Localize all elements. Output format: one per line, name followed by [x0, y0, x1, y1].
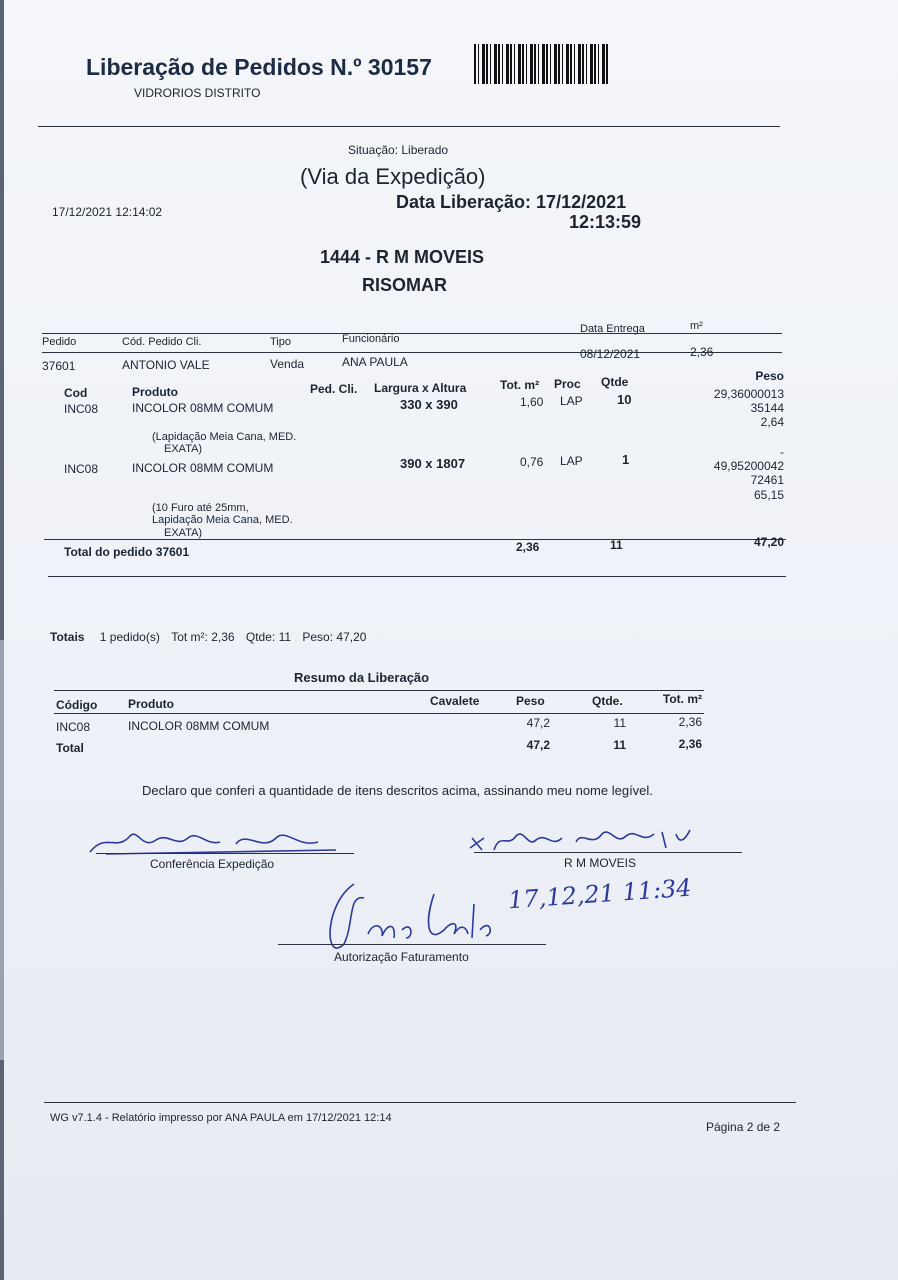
footer-page: Página 2 de 2: [706, 1120, 781, 1134]
data-liberacao-time: 12:13:59: [569, 212, 642, 232]
items-col-tot-m2: Tot. m²: [500, 378, 540, 392]
signature-line: [278, 944, 546, 945]
col-data-entrega: Data Entrega: [580, 323, 645, 335]
items-col-cod: Cod: [64, 386, 88, 400]
item-cod: INC08: [64, 462, 99, 476]
item-peso-3: 65,15: [753, 488, 784, 502]
data-liberacao: Data Liberação: 17/12/2021: [396, 192, 627, 212]
item-peso-3: 2,64: [760, 415, 784, 429]
totais-line: [50, 630, 366, 644]
divider: [54, 713, 704, 714]
item-note: Lapidação Meia Cana, MED.: [152, 514, 293, 526]
autorizacao-label: Autorização Faturamento: [334, 950, 469, 964]
items-col-peso: Peso: [755, 369, 784, 383]
col-funcionario: Funcionário: [342, 333, 400, 345]
order-m2: 2,36: [690, 345, 714, 359]
item-qtde: 10: [617, 392, 632, 407]
resumo-col-peso: Peso: [516, 694, 545, 708]
resumo-title: Resumo da Liberação: [294, 670, 430, 685]
document-title: Liberação de Pedidos N.º 30157: [86, 54, 432, 80]
cliente-label: R M MOVEIS: [564, 856, 637, 870]
order-total-label: Total do pedido 37601: [64, 545, 190, 559]
item-note: EXATA): [164, 443, 203, 455]
resumo-col-tot-m2: Tot. m²: [662, 692, 702, 706]
resumo-row-codigo: INC08: [56, 720, 91, 734]
item-cod: INC08: [64, 402, 99, 416]
item-note: (10 Furo até 25mm,: [152, 502, 249, 514]
col-tipo: Tipo: [270, 336, 291, 348]
item-dims: 330 x 390: [400, 397, 458, 412]
conferencia-label: Conferência Expedição: [150, 857, 275, 871]
divider: [44, 539, 786, 540]
totais-label: Totais: [50, 630, 85, 644]
resumo-total-peso: 47,2: [526, 738, 550, 752]
item-peso-0: -: [780, 445, 784, 459]
totais-peso: Peso: 47,20: [302, 630, 367, 644]
resumo-row-peso: 47,2: [526, 716, 550, 730]
resumo-col-codigo: Código: [56, 698, 98, 712]
divider: [44, 1102, 796, 1103]
totais-pedidos: 1 pedido(s): [99, 630, 160, 644]
items-col-qtde: Qtde: [601, 375, 629, 389]
handwritten-date: 17,12,21 11:34: [507, 873, 693, 915]
item-proc: LAP: [560, 454, 583, 468]
item-peso-2: 72461: [750, 473, 784, 487]
resumo-total-qtde: 11: [613, 738, 626, 752]
item-peso-2: 35144: [750, 401, 784, 415]
item-note: (Lapidação Meia Cana, MED.: [152, 431, 297, 443]
situacao-label: Situação: Liberado: [348, 143, 449, 157]
client-subname: RISOMAR: [362, 275, 447, 295]
footer-printed-by: WG v7.1.4 - Relatório impresso por ANA PAULA em 17/12/2021 12:14: [50, 1112, 392, 1124]
divider: [48, 576, 786, 577]
items-col-proc: Proc: [554, 377, 581, 391]
resumo-col-cavalete: Cavalete: [430, 694, 480, 708]
barcode: [474, 44, 608, 84]
col-cod-pedido-cli: Cód. Pedido Cli.: [122, 336, 202, 348]
item-proc: LAP: [560, 394, 583, 408]
via-label: (Via da Expedição): [300, 164, 486, 189]
item-qtde: 1: [622, 452, 630, 467]
document-page: [4, 0, 898, 1280]
company-name: VIDRORIOS DISTRITO: [134, 86, 261, 100]
items-col-ped-cli: Ped. Cli.: [310, 382, 358, 396]
order-pedido: 37601: [42, 359, 76, 373]
signature-line: [96, 853, 354, 854]
item-peso-1: 29,36000013: [713, 387, 784, 401]
item-peso-1: 49,95200042: [713, 459, 784, 473]
item-tot-m2: 0,76: [520, 455, 544, 469]
items-col-largura-altura: Largura x Altura: [374, 381, 467, 395]
resumo-col-produto: Produto: [128, 697, 174, 711]
col-pedido: Pedido: [42, 336, 77, 348]
order-total-peso: 47,20: [753, 535, 784, 549]
resumo-row-qtde: 11: [613, 716, 626, 730]
item-produto: INCOLOR 08MM COMUM: [132, 461, 274, 475]
resumo-col-qtde: Qtde.: [592, 694, 623, 708]
item-dims: 390 x 1807: [400, 456, 466, 471]
declaration-text: Declaro que conferi a quantidade de itens descritos acima, assinando meu nome legível.: [142, 783, 653, 798]
resumo-total-tot-m2: 2,36: [678, 737, 702, 751]
print-datetime: 17/12/2021 12:14:02: [52, 205, 163, 219]
items-col-produto: Produto: [132, 385, 178, 399]
order-funcionario: ANA PAULA: [342, 355, 408, 369]
divider: [42, 352, 782, 353]
item-note: EXATA): [164, 527, 203, 539]
order-cod-cli: ANTONIO VALE: [122, 358, 210, 372]
resumo-row-produto: INCOLOR 08MM COMUM: [128, 719, 270, 733]
order-tipo: Venda: [270, 357, 305, 371]
client-name: 1444 - R M MOVEIS: [320, 247, 485, 267]
totais-m2: Tot m²: 2,36: [171, 630, 235, 644]
divider: [42, 333, 782, 334]
order-data-entrega: 08/12/2021: [580, 347, 641, 361]
col-m2: m²: [690, 320, 703, 332]
divider: [38, 126, 780, 127]
signature-line: [474, 852, 742, 853]
item-tot-m2: 1,60: [520, 395, 544, 409]
resumo-row-tot-m2: 2,36: [678, 715, 702, 729]
divider: [54, 690, 704, 691]
order-total-m2: 2,36: [516, 540, 540, 554]
order-total-qtde: 11: [610, 538, 623, 552]
totais-qtde: Qtde: 11: [245, 630, 292, 644]
resumo-total-label: Total: [56, 741, 84, 755]
item-produto: INCOLOR 08MM COMUM: [132, 401, 274, 415]
